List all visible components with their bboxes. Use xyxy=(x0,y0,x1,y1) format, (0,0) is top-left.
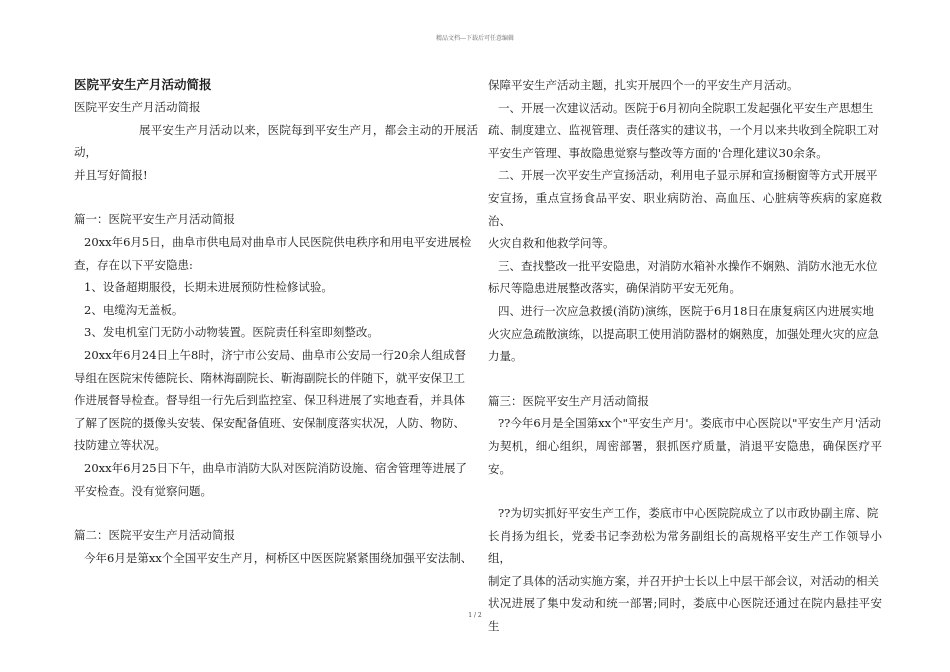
paragraph-line: 长肖扬为组长，党委书记李劲松为常务副组长的高规格平安生产工作领导小组， xyxy=(488,528,882,566)
intro-line: 展平安生产月活动以来，医院每到平安生产月，都会主动的开展活动， xyxy=(74,122,478,160)
paragraph-line: 20xx年6月24日上午8时，济宁市公安局、曲阜市公安局一行20余人组成督 xyxy=(84,347,467,362)
paragraph-line: 制定了具体的活动实施方案，并召开护士长以上中层干部会议，对活动的相关 xyxy=(488,573,879,588)
paragraph-line: 保障平安生产活动主题，扎实开展四个一的平安生产月活动。 xyxy=(488,78,799,92)
list-item: 1、设备超期服役，长期未进展预防性检修试验。 xyxy=(84,280,333,295)
paragraph-line: ??今年6月是全国第xx个"平安生产月'。娄底市中心医院以"平安生产月'活动 xyxy=(498,416,882,431)
paragraph-line: 技防建立等状况。 xyxy=(74,438,166,453)
paragraph-line: 了解了医院的摄像头安装、保安配备值班、安保制度落实状况，人防、物防、 xyxy=(74,415,465,430)
paragraph-line: 今年6月是第xx个全国平安生产月，柯桥区中医医院紧紧围绕加强平安法制、 xyxy=(84,550,473,565)
paragraph-line: 二、开展一次平安生产宣扬活动，利用电子显示屏和宣扬橱窗等方式开展平 xyxy=(498,168,878,183)
paragraph-line: 疏、制度建立、监视管理、责任落实的建议书，一个月以来共收到全院职工对 xyxy=(488,123,879,138)
paragraph-line: 四、进行一次应急救援(消防)演练，医院于6月18日在康复病区内进展实地 xyxy=(498,303,874,318)
intro-line: 并且写好简报! xyxy=(74,167,148,182)
section-heading-1: 篇一：医院平安生产月活动简报 xyxy=(74,212,235,227)
section-heading-3: 篇三：医院平安生产月活动简报 xyxy=(488,393,649,408)
paragraph-line: 20xx年6月25日下午，曲阜市消防大队对医院消防设施、宿舍管理等进展了 xyxy=(84,460,468,475)
section-heading-2: 篇二：医院平安生产月活动简报 xyxy=(74,528,235,543)
paragraph-line: 查，存在以下平安隐患: xyxy=(74,257,193,272)
paragraph-line: 平安生产管理、事故隐患觉察与整改等方面的'合理化建议30余条。 xyxy=(488,145,828,160)
paragraph-line: 20xx年6月5日，曲阜市供电局对曲阜市人民医院供电秩序和用电平安进展检 xyxy=(84,234,472,249)
paragraph-line: 安宣扬，重点宣扬食品平安、职业病防治、高血压、心脏病等疾病的家庭救治、 xyxy=(488,190,882,228)
paragraph-line: 为契机，细心组织，周密部署，狠抓医疗质量，消退平安隐患，确保医疗平安。 xyxy=(488,438,882,476)
right-column xyxy=(488,74,882,638)
paragraph-line: 标尺等隐患进展整改落实，确保消防平安无死角。 xyxy=(488,281,741,296)
document-title: 医院平安生产月活动简报 xyxy=(74,77,212,92)
paragraph-line: 状况进展了集中发动和统一部署;同时，娄底中心医院还通过在院内悬挂平安生 xyxy=(488,596,882,634)
paragraph-line: 三、查找整改一批平安隐患，对消防水箱补水操作不娴熟、消防水池无水位 xyxy=(498,258,878,273)
list-item: 3、发电机室门无防小动物装置。医院责任科室即刻整改。 xyxy=(84,325,379,340)
paragraph-line: 火灾应急疏散演练，以提高职工使用消防器材的娴熟度，加强处理火灾的应急 xyxy=(488,326,879,341)
paragraph-line: 作进展督导检查。督导组一行先后到监控室、保卫科进展了实地查看，并具体 xyxy=(74,393,465,408)
page-header: 精品文档---下载后可任意编辑 xyxy=(435,35,515,42)
paragraph-line: 平安检查。没有觉察问题。 xyxy=(74,483,212,498)
paragraph-line: 火灾自救和他救学问等。 xyxy=(488,236,615,251)
document-subtitle: 医院平安生产月活动简报 xyxy=(74,100,201,114)
paragraph-line: 力量。 xyxy=(488,349,523,364)
paragraph-line: 导组在医院宋传德院长、隋林海副院长、靳海副院长的伴随下，就平安保卫工 xyxy=(74,370,465,385)
paragraph-line: 一、开展一次建议活动。医院于6月初向全院职工发起强化平安生产思想生 xyxy=(498,100,874,115)
left-column xyxy=(74,74,478,569)
list-item: 2、电缆沟无盖板。 xyxy=(84,302,184,317)
page-number: 1 / 2 xyxy=(468,612,482,619)
paragraph-line: ??为切实抓好平安生产工作，娄底市中心医院院成立了以市政协副主席、院 xyxy=(498,506,879,521)
